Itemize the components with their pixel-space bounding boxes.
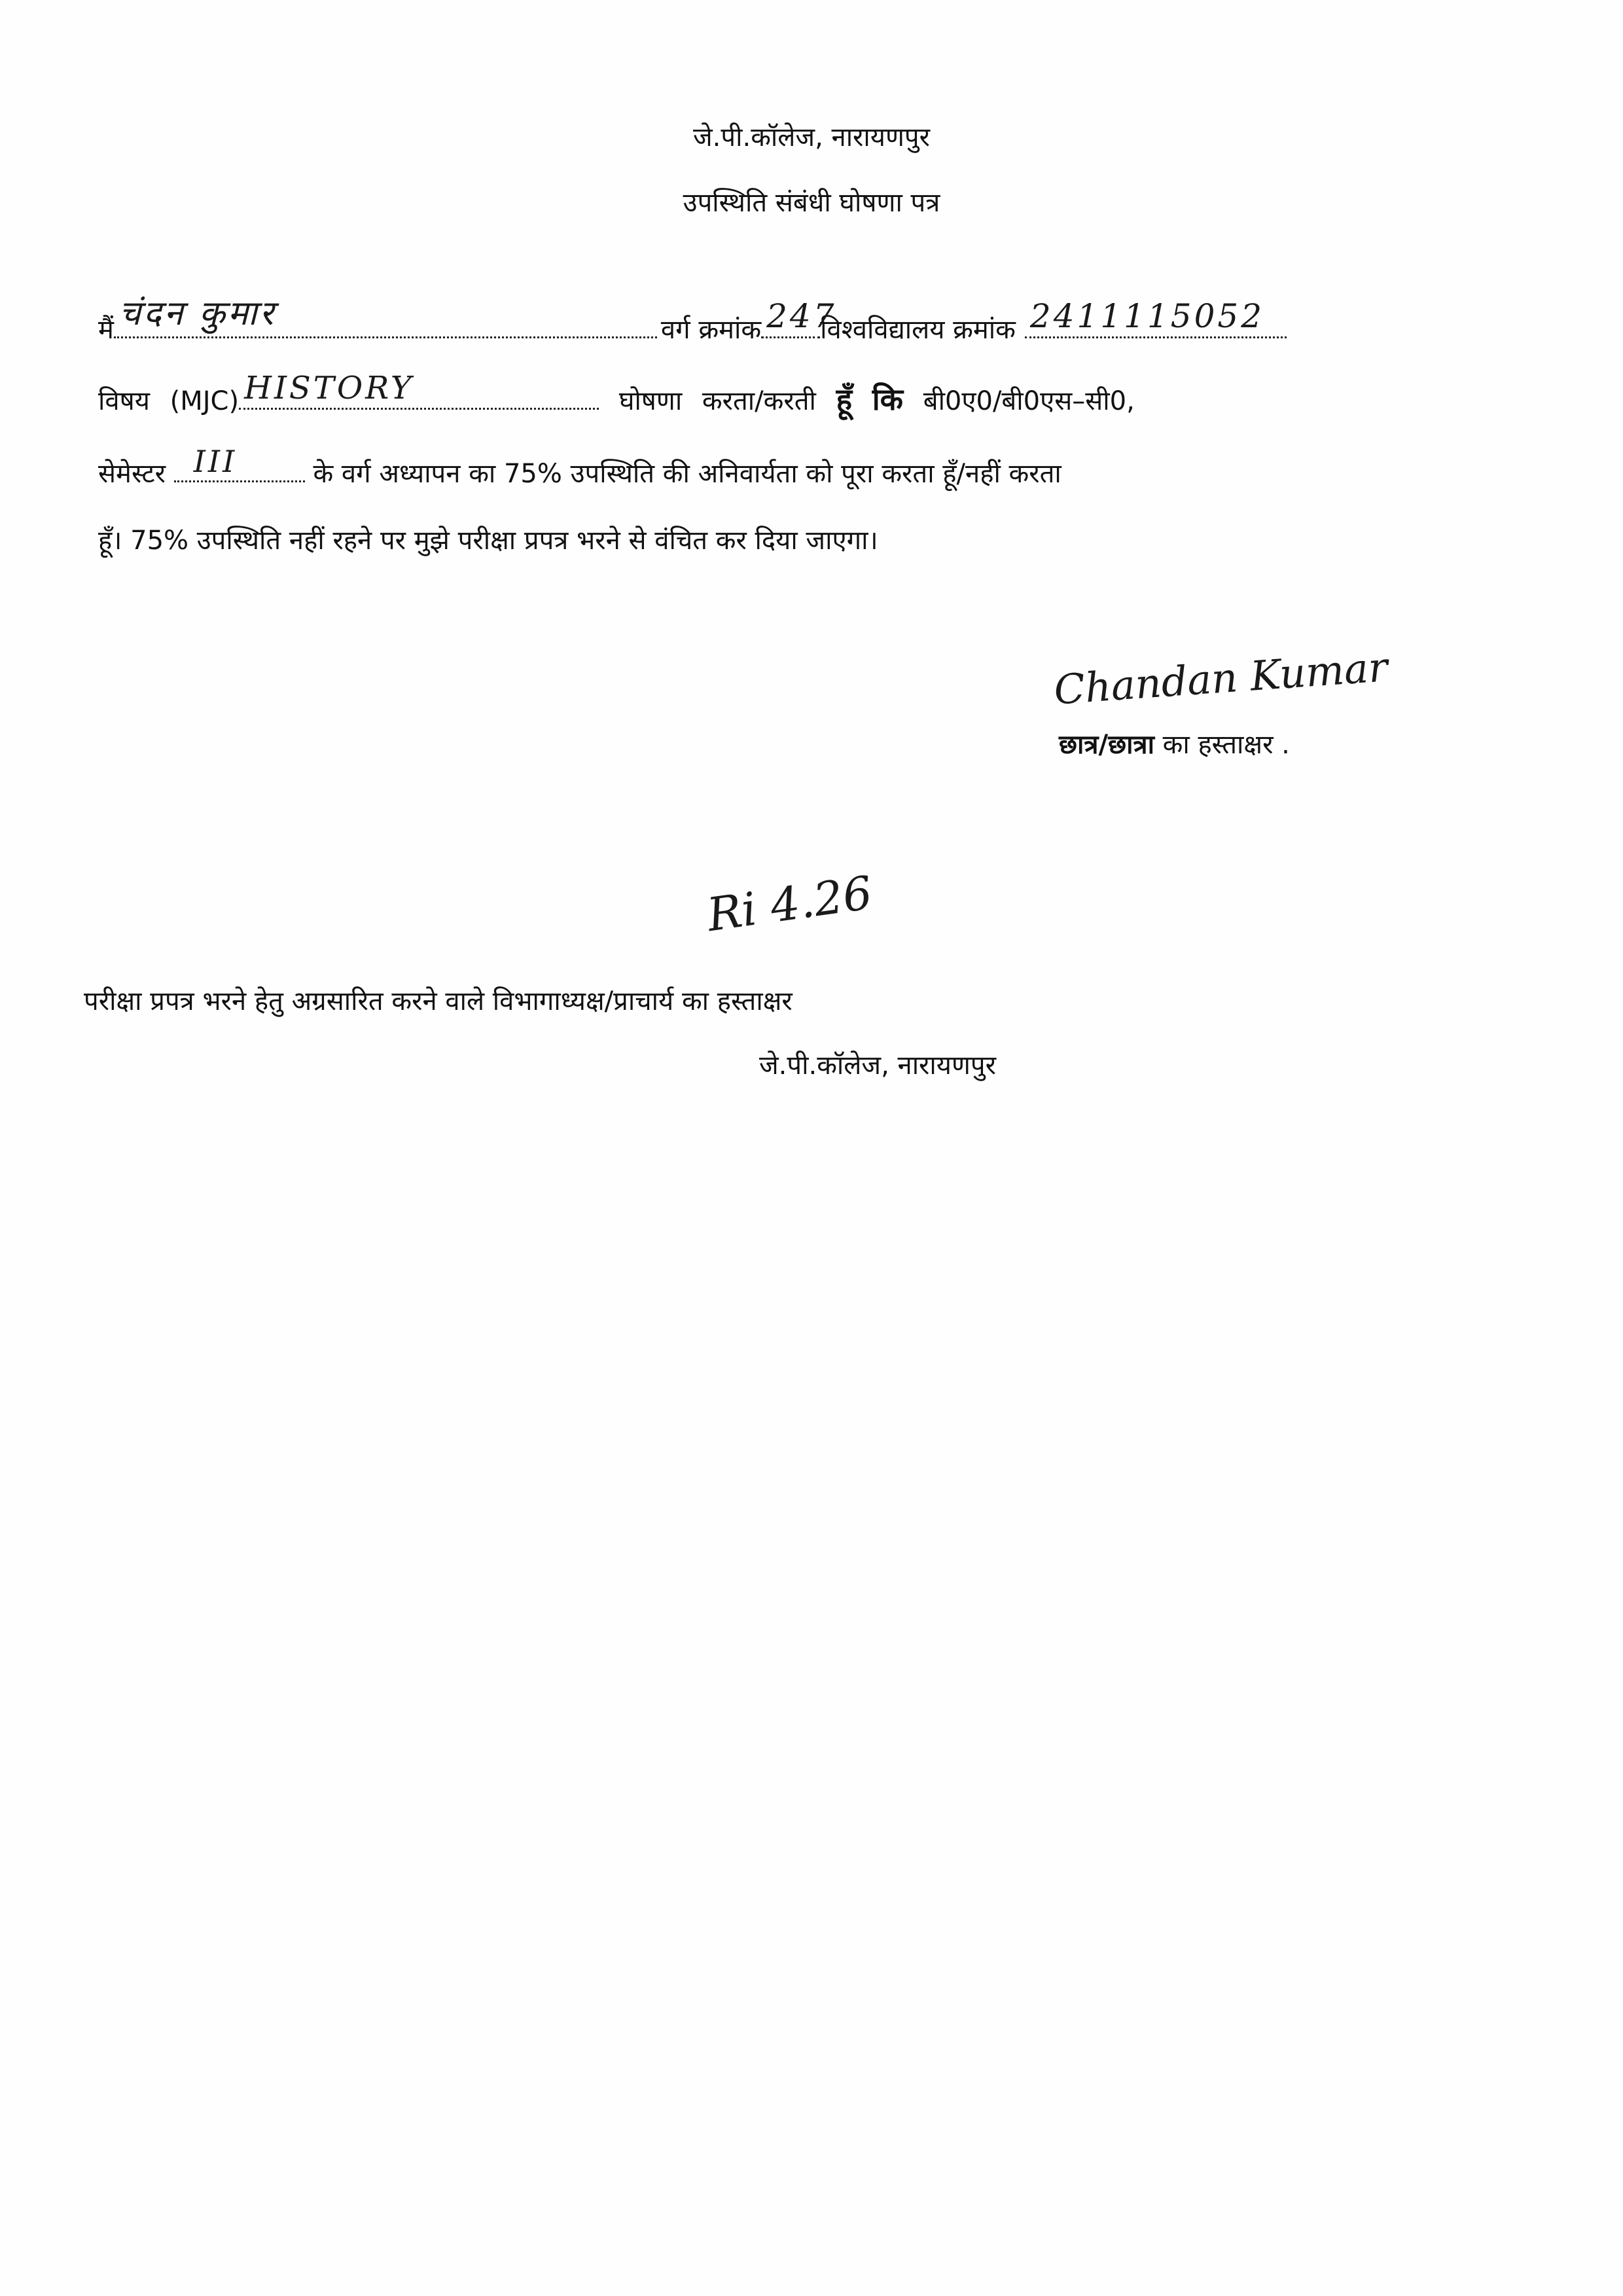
class-roll-field xyxy=(761,297,837,338)
student-signature: Chandan Kumar xyxy=(1052,643,1389,714)
subject-field xyxy=(239,370,599,410)
hod-college-name: जे.पी.कॉलेज, नारायणपुर xyxy=(759,1050,996,1081)
name-handwritten: चंदन कुमार xyxy=(118,294,276,333)
university-roll-handwritten: 2411115052 xyxy=(1029,297,1265,335)
form-title: उपस्थिति संबंधी घोषणा पत्र xyxy=(683,188,940,218)
student-signature-caption xyxy=(1059,725,1290,761)
declaration-line-3 xyxy=(98,444,1061,490)
class-roll-label: वर्ग क्रमांक xyxy=(660,315,762,345)
prefix-main: मैं xyxy=(98,315,114,345)
declaration-line-4 xyxy=(98,521,878,557)
hod-signature-caption: परीक्षा प्रपत्र भरने हेतु अग्रसारित करने वाले विभागाध्यक्ष/प्राचार्य का हस्ताक्षर xyxy=(84,986,793,1016)
declare-text: घोषणा करता/करती xyxy=(618,386,816,416)
university-roll-label: विश्वविद्यालय क्रमांक xyxy=(820,315,1016,345)
subject-label: विषय (MJC) xyxy=(98,386,240,416)
student-caption-bold: छात्र/छात्रा xyxy=(1059,730,1154,760)
degree-options: बी0ए0/बी0एस–सी0, xyxy=(923,386,1135,416)
college-name: जे.पी.कॉलेज, नारायणपुर xyxy=(693,122,930,152)
hoon-text: हूँ xyxy=(836,382,853,417)
university-roll-field xyxy=(1025,297,1287,338)
declaration-line-1 xyxy=(98,294,1287,346)
ki-text: कि xyxy=(872,382,904,417)
consequence-text: हूँ। 75% उपस्थिति नहीं रहने पर मुझे परीक्षा प्रपत्र भरने से वंचित कर दिया जाएगा। xyxy=(98,526,878,556)
subject-handwritten: HISTORY xyxy=(244,370,414,406)
semester-handwritten: III xyxy=(193,444,238,479)
declaration-line-2 xyxy=(98,370,1135,419)
semester-label: सेमेस्टर xyxy=(98,459,166,489)
name-field xyxy=(114,294,657,338)
semester-field xyxy=(174,444,305,482)
class-roll-handwritten: 247 xyxy=(766,297,837,335)
hod-signature: Ri 4.26 xyxy=(704,865,876,942)
student-caption-rest: का हस्ताक्षर . xyxy=(1154,730,1290,760)
semester-line-text: के वर्ग अध्यापन का 75% उपस्थिति की अनिवार्यता को पूरा करता हूँ/नहीं करता xyxy=(313,459,1061,489)
